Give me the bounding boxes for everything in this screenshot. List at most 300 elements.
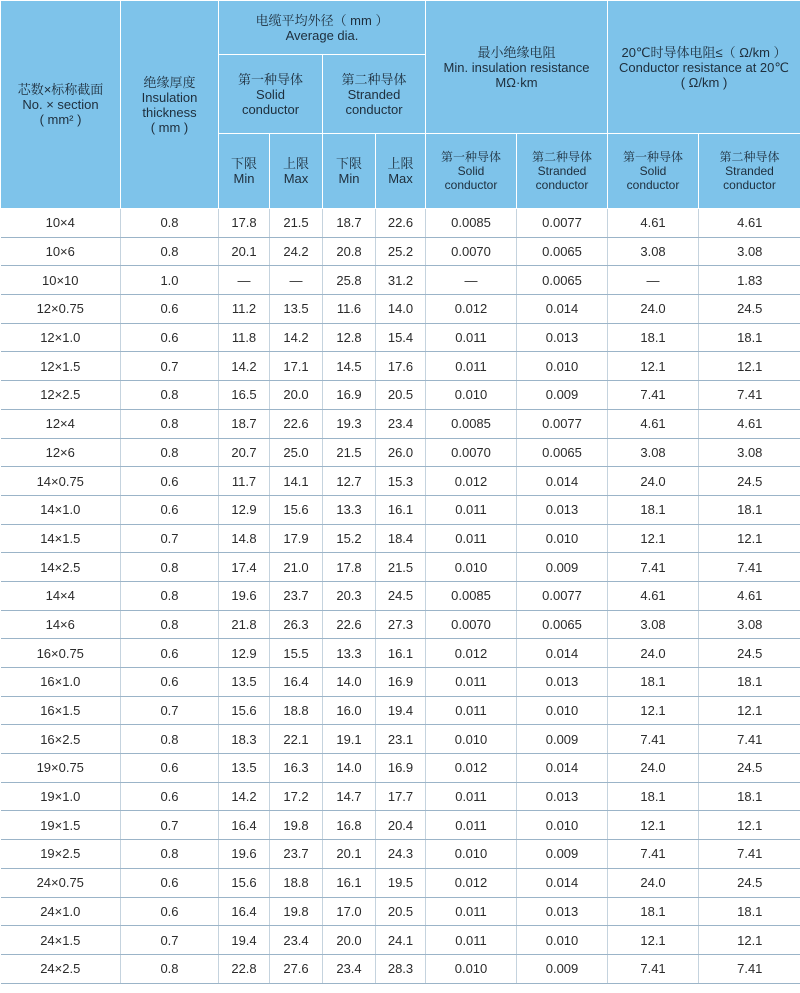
cell-stranded-min: 17.8 [323, 553, 376, 582]
cell-insulation-thickness: 1.0 [121, 266, 219, 295]
cell-cond-res-stranded: 18.1 [699, 782, 800, 811]
cell-section: 19×1.0 [1, 782, 121, 811]
header-average-dia: 电缆平均外径（ mm ） Average dia. [219, 1, 426, 55]
cell-min-ins-solid: 0.012 [426, 639, 517, 668]
cell-solid-max: 17.9 [270, 524, 323, 553]
cell-min-ins-stranded: 0.0065 [517, 266, 608, 295]
cell-section: 12×4 [1, 409, 121, 438]
cell-stranded-max: 17.6 [376, 352, 426, 381]
cell-min-ins-solid: 0.0085 [426, 409, 517, 438]
cell-solid-min: 13.5 [219, 668, 270, 697]
cell-section: 12×0.75 [1, 295, 121, 324]
cell-min-ins-stranded: 0.013 [517, 495, 608, 524]
cell-solid-min: 11.8 [219, 323, 270, 352]
cell-solid-max: 23.4 [270, 926, 323, 955]
cell-solid-min: — [219, 266, 270, 295]
cell-cond-res-solid: 4.61 [608, 209, 699, 238]
cell-cond-res-stranded: 1.83 [699, 266, 800, 295]
cell-solid-min: 20.1 [219, 237, 270, 266]
cell-section: 14×4 [1, 581, 121, 610]
cell-min-ins-stranded: 0.010 [517, 696, 608, 725]
cell-stranded-max: 19.5 [376, 868, 426, 897]
cell-insulation-thickness: 0.8 [121, 840, 219, 869]
cell-solid-min: 15.6 [219, 868, 270, 897]
cell-cond-res-stranded: 24.5 [699, 295, 800, 324]
cell-min-ins-solid: 0.011 [426, 495, 517, 524]
cell-solid-min: 13.5 [219, 754, 270, 783]
cell-solid-max: 17.1 [270, 352, 323, 381]
cell-min-ins-solid: 0.010 [426, 553, 517, 582]
cell-cond-res-stranded: 4.61 [699, 581, 800, 610]
cell-stranded-max: 21.5 [376, 553, 426, 582]
cell-section: 10×6 [1, 237, 121, 266]
cell-section: 19×0.75 [1, 754, 121, 783]
cell-cond-res-solid: 12.1 [608, 811, 699, 840]
cell-cond-res-solid: 18.1 [608, 323, 699, 352]
cell-cond-res-stranded: 12.1 [699, 696, 800, 725]
table-row [1, 209, 800, 238]
cell-cond-res-solid: 7.41 [608, 954, 699, 983]
cell-cond-res-stranded: 18.1 [699, 495, 800, 524]
cell-solid-min: 15.6 [219, 696, 270, 725]
cell-insulation-thickness: 0.7 [121, 696, 219, 725]
cell-stranded-min: 12.7 [323, 467, 376, 496]
cell-solid-max: 16.4 [270, 668, 323, 697]
cell-insulation-thickness: 0.6 [121, 754, 219, 783]
cell-section: 12×2.5 [1, 381, 121, 410]
cell-solid-min: 16.4 [219, 897, 270, 926]
cell-solid-min: 17.8 [219, 209, 270, 238]
cell-min-ins-stranded: 0.009 [517, 954, 608, 983]
cell-insulation-thickness: 0.6 [121, 868, 219, 897]
cell-insulation-thickness: 0.6 [121, 668, 219, 697]
table-body [1, 209, 800, 984]
cell-insulation-thickness: 0.6 [121, 495, 219, 524]
cell-solid-max: 26.3 [270, 610, 323, 639]
cell-stranded-min: 21.5 [323, 438, 376, 467]
cell-min-ins-stranded: 0.0077 [517, 409, 608, 438]
cell-min-ins-stranded: 0.009 [517, 381, 608, 410]
cell-solid-max: 17.2 [270, 782, 323, 811]
cell-solid-max: 16.3 [270, 754, 323, 783]
cell-cond-res-solid: 24.0 [608, 868, 699, 897]
cell-section: 14×0.75 [1, 467, 121, 496]
cell-solid-max: 22.6 [270, 409, 323, 438]
cell-section: 24×2.5 [1, 954, 121, 983]
table-row [1, 926, 800, 955]
cell-cond-res-solid: 24.0 [608, 295, 699, 324]
cell-insulation-thickness: 0.8 [121, 954, 219, 983]
cell-cond-res-solid: 3.08 [608, 438, 699, 467]
table-row [1, 725, 800, 754]
cell-cond-res-solid: 4.61 [608, 581, 699, 610]
cell-min-ins-stranded: 0.014 [517, 868, 608, 897]
cell-insulation-thickness: 0.8 [121, 725, 219, 754]
cell-cond-res-solid: 18.1 [608, 782, 699, 811]
cell-solid-min: 18.3 [219, 725, 270, 754]
cell-cond-res-stranded: 7.41 [699, 553, 800, 582]
cell-insulation-thickness: 0.6 [121, 467, 219, 496]
cell-cond-res-solid: 18.1 [608, 495, 699, 524]
cell-cond-res-stranded: 3.08 [699, 237, 800, 266]
cell-stranded-min: 14.7 [323, 782, 376, 811]
cell-stranded-max: 15.3 [376, 467, 426, 496]
cell-stranded-max: 25.2 [376, 237, 426, 266]
cell-stranded-min: 20.8 [323, 237, 376, 266]
cell-stranded-min: 14.0 [323, 754, 376, 783]
cell-section: 10×4 [1, 209, 121, 238]
cell-min-ins-stranded: 0.010 [517, 352, 608, 381]
cell-section: 19×2.5 [1, 840, 121, 869]
cell-stranded-min: 20.0 [323, 926, 376, 955]
cell-solid-max: 15.6 [270, 495, 323, 524]
cell-stranded-min: 16.0 [323, 696, 376, 725]
cell-min-ins-solid: — [426, 266, 517, 295]
cell-cond-res-solid: — [608, 266, 699, 295]
table-row [1, 438, 800, 467]
cell-min-ins-solid: 0.011 [426, 811, 517, 840]
cell-solid-min: 16.4 [219, 811, 270, 840]
cell-cond-res-solid: 12.1 [608, 524, 699, 553]
cell-solid-min: 19.4 [219, 926, 270, 955]
cell-stranded-min: 17.0 [323, 897, 376, 926]
header-conductor-resistance: 20℃时导体电阻≤（ Ω/km ） Conductor resistance at 20℃ ( Ω/km ) [608, 1, 800, 134]
table-row [1, 495, 800, 524]
cell-stranded-max: 20.5 [376, 897, 426, 926]
header-section: 芯数×标称截面 No. × section ( mm² ) [1, 1, 121, 209]
cell-min-ins-solid: 0.011 [426, 323, 517, 352]
cell-solid-min: 11.2 [219, 295, 270, 324]
cell-solid-max: 14.1 [270, 467, 323, 496]
cell-cond-res-solid: 24.0 [608, 639, 699, 668]
cell-min-ins-stranded: 0.014 [517, 754, 608, 783]
cell-min-ins-solid: 0.011 [426, 926, 517, 955]
cell-insulation-thickness: 0.8 [121, 438, 219, 467]
cell-cond-res-stranded: 7.41 [699, 381, 800, 410]
cell-min-ins-solid: 0.011 [426, 668, 517, 697]
cell-insulation-thickness: 0.7 [121, 926, 219, 955]
cell-cond-res-solid: 18.1 [608, 897, 699, 926]
cell-cond-res-solid: 7.41 [608, 553, 699, 582]
cell-cond-res-stranded: 4.61 [699, 209, 800, 238]
cell-stranded-max: 20.4 [376, 811, 426, 840]
cell-solid-max: 27.6 [270, 954, 323, 983]
table-row [1, 524, 800, 553]
cell-stranded-min: 23.4 [323, 954, 376, 983]
cell-solid-max: 20.0 [270, 381, 323, 410]
table-row [1, 610, 800, 639]
cell-min-ins-stranded: 0.0065 [517, 438, 608, 467]
table-row [1, 754, 800, 783]
header-solid-min: 下限 Min [219, 134, 270, 209]
cell-stranded-max: 16.9 [376, 668, 426, 697]
cell-solid-max: 23.7 [270, 840, 323, 869]
cell-solid-min: 12.9 [219, 495, 270, 524]
cell-section: 10×10 [1, 266, 121, 295]
cell-cond-res-solid: 12.1 [608, 926, 699, 955]
cell-min-ins-stranded: 0.009 [517, 553, 608, 582]
cell-insulation-thickness: 0.7 [121, 524, 219, 553]
cell-cond-res-stranded: 24.5 [699, 639, 800, 668]
cell-cond-res-stranded: 7.41 [699, 954, 800, 983]
cell-solid-max: 23.7 [270, 581, 323, 610]
cell-cond-res-stranded: 12.1 [699, 352, 800, 381]
cell-solid-max: 21.0 [270, 553, 323, 582]
header-ins-stranded: 第二种导体 Stranded conductor [517, 134, 608, 209]
cell-stranded-max: 23.4 [376, 409, 426, 438]
cell-solid-min: 20.7 [219, 438, 270, 467]
cell-stranded-max: 23.1 [376, 725, 426, 754]
cell-stranded-max: 28.3 [376, 954, 426, 983]
table-row [1, 696, 800, 725]
cell-section: 16×0.75 [1, 639, 121, 668]
cell-solid-max: 19.8 [270, 897, 323, 926]
cell-min-ins-solid: 0.011 [426, 782, 517, 811]
cell-min-ins-solid: 0.010 [426, 954, 517, 983]
cell-stranded-max: 16.1 [376, 639, 426, 668]
cell-stranded-max: 19.4 [376, 696, 426, 725]
cell-solid-max: 18.8 [270, 868, 323, 897]
cell-min-ins-solid: 0.012 [426, 754, 517, 783]
cell-solid-min: 21.8 [219, 610, 270, 639]
cell-stranded-max: 20.5 [376, 381, 426, 410]
cell-solid-max: 24.2 [270, 237, 323, 266]
cell-stranded-min: 20.1 [323, 840, 376, 869]
cell-solid-min: 14.8 [219, 524, 270, 553]
cell-stranded-max: 24.3 [376, 840, 426, 869]
cell-stranded-min: 13.3 [323, 495, 376, 524]
cell-stranded-min: 16.9 [323, 381, 376, 410]
cell-cond-res-solid: 7.41 [608, 840, 699, 869]
cell-min-ins-solid: 0.012 [426, 467, 517, 496]
header-res-solid: 第一种导体 Solid conductor [608, 134, 699, 209]
header-min-insulation-resistance: 最小绝缘电阻 Min. insulation resistance MΩ·km [426, 1, 608, 134]
cell-stranded-max: 31.2 [376, 266, 426, 295]
cell-stranded-min: 16.8 [323, 811, 376, 840]
cell-stranded-max: 27.3 [376, 610, 426, 639]
cell-min-ins-solid: 0.010 [426, 840, 517, 869]
header-stranded-min: 下限 Min [323, 134, 376, 209]
table-row [1, 897, 800, 926]
cell-min-ins-solid: 0.011 [426, 897, 517, 926]
cell-stranded-min: 16.1 [323, 868, 376, 897]
cell-insulation-thickness: 0.7 [121, 811, 219, 840]
cell-min-ins-solid: 0.011 [426, 696, 517, 725]
cell-cond-res-stranded: 24.5 [699, 467, 800, 496]
cell-stranded-min: 14.0 [323, 668, 376, 697]
cell-cond-res-solid: 12.1 [608, 352, 699, 381]
cell-section: 16×2.5 [1, 725, 121, 754]
cell-min-ins-stranded: 0.013 [517, 668, 608, 697]
cell-stranded-min: 25.8 [323, 266, 376, 295]
cell-solid-max: — [270, 266, 323, 295]
cell-insulation-thickness: 0.6 [121, 782, 219, 811]
cell-section: 12×6 [1, 438, 121, 467]
cell-section: 12×1.0 [1, 323, 121, 352]
cell-solid-min: 18.7 [219, 409, 270, 438]
cell-min-ins-stranded: 0.013 [517, 782, 608, 811]
cell-min-ins-stranded: 0.010 [517, 811, 608, 840]
cell-min-ins-solid: 0.012 [426, 868, 517, 897]
cell-cond-res-solid: 12.1 [608, 696, 699, 725]
cell-section: 14×1.0 [1, 495, 121, 524]
cell-stranded-min: 15.2 [323, 524, 376, 553]
cell-insulation-thickness: 0.6 [121, 897, 219, 926]
cell-solid-min: 17.4 [219, 553, 270, 582]
cell-section: 24×0.75 [1, 868, 121, 897]
cell-cond-res-stranded: 12.1 [699, 926, 800, 955]
table-row [1, 352, 800, 381]
cell-stranded-min: 18.7 [323, 209, 376, 238]
cell-insulation-thickness: 0.6 [121, 295, 219, 324]
cell-solid-max: 22.1 [270, 725, 323, 754]
cell-cond-res-stranded: 3.08 [699, 438, 800, 467]
cell-solid-min: 19.6 [219, 840, 270, 869]
cell-solid-max: 25.0 [270, 438, 323, 467]
cell-min-ins-solid: 0.0070 [426, 610, 517, 639]
table-row [1, 237, 800, 266]
cell-insulation-thickness: 0.6 [121, 639, 219, 668]
cell-stranded-min: 11.6 [323, 295, 376, 324]
cell-stranded-max: 18.4 [376, 524, 426, 553]
cell-min-ins-solid: 0.010 [426, 381, 517, 410]
cell-stranded-min: 20.3 [323, 581, 376, 610]
cell-min-ins-stranded: 0.014 [517, 639, 608, 668]
table-row [1, 840, 800, 869]
cell-min-ins-stranded: 0.009 [517, 725, 608, 754]
cell-stranded-max: 17.7 [376, 782, 426, 811]
cell-stranded-max: 16.9 [376, 754, 426, 783]
cell-cond-res-stranded: 18.1 [699, 323, 800, 352]
cell-min-ins-stranded: 0.0065 [517, 237, 608, 266]
cell-min-ins-stranded: 0.009 [517, 840, 608, 869]
cell-min-ins-solid: 0.0070 [426, 237, 517, 266]
cell-stranded-min: 19.3 [323, 409, 376, 438]
cell-min-ins-solid: 0.0085 [426, 209, 517, 238]
cell-insulation-thickness: 0.8 [121, 553, 219, 582]
cell-min-ins-stranded: 0.010 [517, 926, 608, 955]
table-row [1, 553, 800, 582]
cell-solid-min: 22.8 [219, 954, 270, 983]
cell-stranded-max: 14.0 [376, 295, 426, 324]
cell-stranded-max: 15.4 [376, 323, 426, 352]
cell-cond-res-stranded: 12.1 [699, 524, 800, 553]
cell-solid-min: 14.2 [219, 782, 270, 811]
cell-insulation-thickness: 0.7 [121, 352, 219, 381]
cell-cond-res-solid: 3.08 [608, 610, 699, 639]
table-row [1, 668, 800, 697]
cell-solid-min: 14.2 [219, 352, 270, 381]
cell-cond-res-solid: 7.41 [608, 381, 699, 410]
cell-stranded-min: 22.6 [323, 610, 376, 639]
table-row [1, 954, 800, 983]
cell-stranded-max: 24.5 [376, 581, 426, 610]
cell-insulation-thickness: 0.8 [121, 237, 219, 266]
table-row [1, 639, 800, 668]
cell-solid-max: 15.5 [270, 639, 323, 668]
header-ins-solid: 第一种导体 Solid conductor [426, 134, 517, 209]
cell-section: 14×2.5 [1, 553, 121, 582]
cell-min-ins-stranded: 0.0077 [517, 581, 608, 610]
cell-insulation-thickness: 0.8 [121, 409, 219, 438]
cell-min-ins-solid: 0.010 [426, 725, 517, 754]
table-row [1, 782, 800, 811]
cell-insulation-thickness: 0.8 [121, 581, 219, 610]
cell-cond-res-solid: 7.41 [608, 725, 699, 754]
table-row [1, 323, 800, 352]
cell-cond-res-solid: 24.0 [608, 467, 699, 496]
cell-cond-res-stranded: 18.1 [699, 668, 800, 697]
table-row [1, 409, 800, 438]
cell-stranded-max: 26.0 [376, 438, 426, 467]
cell-solid-max: 21.5 [270, 209, 323, 238]
cell-section: 12×1.5 [1, 352, 121, 381]
cell-section: 16×1.0 [1, 668, 121, 697]
cell-min-ins-solid: 0.011 [426, 524, 517, 553]
cell-cond-res-solid: 4.61 [608, 409, 699, 438]
cell-solid-min: 12.9 [219, 639, 270, 668]
table-row [1, 295, 800, 324]
cell-cond-res-stranded: 4.61 [699, 409, 800, 438]
table-row [1, 381, 800, 410]
cell-insulation-thickness: 0.6 [121, 323, 219, 352]
cell-insulation-thickness: 0.8 [121, 610, 219, 639]
cell-solid-min: 11.7 [219, 467, 270, 496]
cell-cond-res-stranded: 7.41 [699, 840, 800, 869]
cell-solid-max: 14.2 [270, 323, 323, 352]
header-solid-conductor: 第一种导体 Solid conductor [219, 55, 323, 134]
cell-cond-res-stranded: 24.5 [699, 868, 800, 897]
cell-solid-min: 16.5 [219, 381, 270, 410]
header-stranded-conductor: 第二种导体 Stranded conductor [323, 55, 426, 134]
cell-min-ins-stranded: 0.014 [517, 467, 608, 496]
header-insulation: 绝缘厚度 Insulation thickness ( mm ) [121, 1, 219, 209]
cell-section: 14×1.5 [1, 524, 121, 553]
cell-section: 14×6 [1, 610, 121, 639]
cell-solid-max: 19.8 [270, 811, 323, 840]
cell-section: 24×1.0 [1, 897, 121, 926]
cell-cond-res-solid: 18.1 [608, 668, 699, 697]
cell-solid-max: 18.8 [270, 696, 323, 725]
cell-min-ins-stranded: 0.0077 [517, 209, 608, 238]
cell-min-ins-solid: 0.0070 [426, 438, 517, 467]
header-res-stranded: 第二种导体 Stranded conductor [699, 134, 800, 209]
cell-stranded-max: 22.6 [376, 209, 426, 238]
cell-stranded-max: 16.1 [376, 495, 426, 524]
cell-min-ins-stranded: 0.013 [517, 323, 608, 352]
cell-insulation-thickness: 0.8 [121, 381, 219, 410]
cell-cond-res-stranded: 7.41 [699, 725, 800, 754]
cell-stranded-min: 13.3 [323, 639, 376, 668]
cell-stranded-max: 24.1 [376, 926, 426, 955]
cell-min-ins-solid: 0.011 [426, 352, 517, 381]
table-row [1, 811, 800, 840]
table-row [1, 581, 800, 610]
cell-section: 16×1.5 [1, 696, 121, 725]
cell-min-ins-stranded: 0.010 [517, 524, 608, 553]
cell-section: 19×1.5 [1, 811, 121, 840]
cell-solid-min: 19.6 [219, 581, 270, 610]
cell-min-ins-stranded: 0.014 [517, 295, 608, 324]
cell-cond-res-stranded: 18.1 [699, 897, 800, 926]
cell-solid-max: 13.5 [270, 295, 323, 324]
header-solid-max: 上限 Max [270, 134, 323, 209]
cell-min-ins-solid: 0.012 [426, 295, 517, 324]
cell-section: 24×1.5 [1, 926, 121, 955]
cell-cond-res-stranded: 24.5 [699, 754, 800, 783]
cell-stranded-min: 12.8 [323, 323, 376, 352]
cell-min-ins-stranded: 0.0065 [517, 610, 608, 639]
